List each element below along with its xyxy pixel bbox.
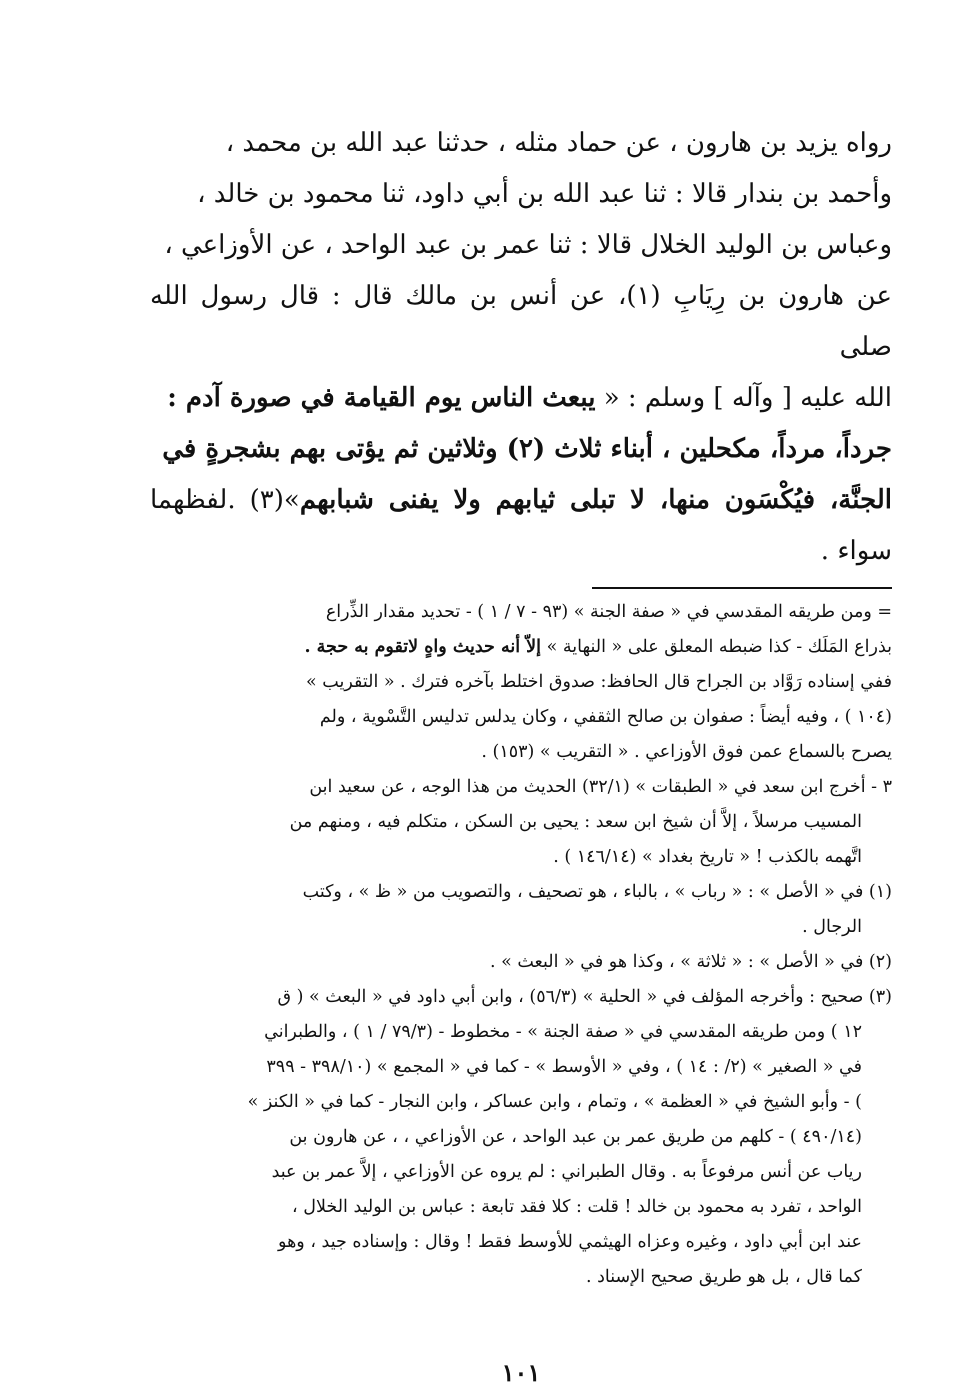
main-line [150, 373, 892, 424]
footnote-line [150, 630, 892, 665]
footnote-line: ففي إسناده رَوَّاد بن الجراح قال الحافظ: صدوق اختلط بآخره فترك . « التقريب » [306, 672, 892, 692]
footnote-line: (١٠٤ ) ، وفيه أيضاً : صفوان بن صالح الثقفي ، وكان يدلس تدليس التَّسْوية ، ولم [319, 707, 892, 727]
footnote-line: ٣ - أخرج ابن سعد في « الطبقات » (٣٢/١) الحديث من هذا الوجه ، عن سعيد ابن [309, 777, 892, 797]
main-line: وعباس بن الوليد الخلال قالا : ثنا عمر بن عبد الواحد ، عن الأوزاعي ، [164, 230, 892, 260]
footnote-line: يصرح بالسماع عمن فوق الأوزاعي . « التقريب » (١٥٣) . [481, 742, 892, 762]
main-line [150, 424, 892, 475]
main-line: رواه يزيد بن هارون ، عن حماد مثله ، حدثنا عبد الله بن محمد ، [225, 128, 892, 158]
footnote-line: = ومن طريقه المقدسي في « صفة الجنة » (٩٣ - ٧ / ١ ) - تحديد مقدار الذِّراع [325, 602, 892, 622]
footnote-line: رياب عن أنس مرفوعاً به . وقال الطبراني : لم يروه عن الأوزاعي ، إلاَّ عمر بن عبد [271, 1162, 862, 1182]
hadith-text: جرداً، مرداً، مكحلين ، أبناء ثلاث (٢) وثلاثين ثم يؤتى بهم بشجرةٍ في [162, 434, 892, 464]
footnote-line: المسيب مرسلاً ، إلاَّ أن شيخ ابن سعد : يحيى بن السكن ، متكلم فيه ، ومنهم من [289, 812, 862, 832]
footnote-line: (١) في « الأصل » : « رباب » ، بالباء ، هو تصحيف ، والتصويب من « ظ » ، وكتب [302, 882, 892, 902]
footnote-plain: بذراع المَلَك - كذا ضبطه المعلق على « النهاية » [541, 637, 892, 657]
footnote-line: الواحد ، تفرد به محمود بن خالد ! قلت : كلا فقد تابعة : عباس بن الوليد الخلال ، [292, 1197, 862, 1217]
hadith-text: يبعث الناس يوم القيامة في صورة آدم : [167, 383, 596, 413]
footnote-line: اتَّهمه بالكذب ! « تاريخ بغداد » (١٤٦/١٤ ) . [553, 847, 862, 867]
main-line [150, 475, 892, 577]
footnote-line: ) - وأبو الشيخ في « العظمة » ، وتمام ، وابن عساكر ، وابن النجار - كما في « الكنز » [247, 1092, 862, 1112]
main-line-plain: الله عليه [ وآله ] وسلم : « [595, 383, 892, 413]
footnote-line: في « الصغير » (٢/ : ١٤ ) ، وفي « الأوسط » - كما في « المجمع » (٣٩٨/١٠ - ٣٩٩ [266, 1057, 862, 1077]
page-number: ١٠١ [501, 1358, 541, 1387]
footnote-line: عند ابن أبي داود ، وغيره وعزاه الهيثمي للأوسط فقط ! وقال : وإسناده جيد ، وهو [278, 1232, 862, 1252]
main-line: عن هارون بن رِيَابِ (١)، عن أنس بن مالك قال : قال رسول الله صلى [150, 281, 892, 362]
footnote-line: كما قال ، بل هو طريق صحيح الإسناد . [586, 1267, 862, 1287]
footnote-line: ١٢ ) ومن طريقه المقدسي في « صفة الجنة » - مخطوط - (٧٩/٣ / ١ ) ، والطبراني [264, 1022, 862, 1042]
footnote-line: (٣) صحيح : وأخرجه المؤلف في « الحلية » (٥٦/٣) ، وابن أبي داود في « البعث » ( ق [277, 987, 892, 1007]
main-line-plain: »(٣) .لفظهما سواء . [150, 485, 892, 566]
main-line: وأحمد بن بندار قالا : ثنا عبد الله بن أبي داود، ثنا محمود بن خالد ، [197, 179, 892, 209]
footnote-separator [592, 587, 892, 589]
footnote-bold: إلاّ أنه حديث واهٍ لاتقوم به حجة . [304, 637, 542, 657]
footnote-line: (٤٩٠/١٤ ) - كلهم من طريق عمر بن عبد الواحد ، عن الأوزاعي ، ، عن هارون بن [289, 1127, 862, 1147]
footnote-line: (٢) في « الأصل » : « ثلاثة » ، وكذا هو في « البعث » . [489, 952, 892, 972]
footnotes [150, 595, 892, 1295]
hadith-text: الجنَّة، فيُكْسَون منها، لا تبلى ثيابهم ولا يفنى شبابهم [299, 485, 893, 515]
book-page [150, 118, 893, 1387]
footnote-line: الرجال . [802, 917, 862, 937]
main-text [150, 118, 892, 577]
